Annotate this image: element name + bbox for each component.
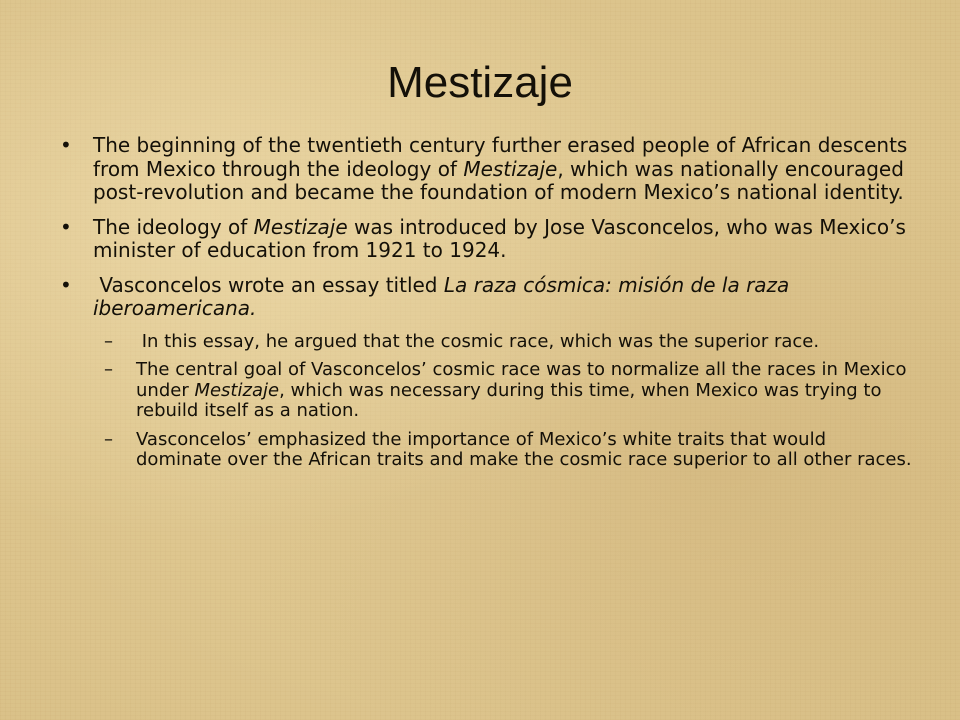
slide-body [56,134,916,479]
bullet-text [93,133,914,204]
text-run: The ideology of [93,214,254,239]
italic-text: Mestizaje [253,214,348,239]
text-run: , which was necessary during this time, when Mexico was trying to rebuild itself as a nation. [136,379,888,421]
text-run: Vasconcelos’ emphasized the importance of Mexico’s white traits that would dominate over the African traits and make the cosmic race superior to all other races. [136,428,912,470]
slide-title: Mestizaje [387,58,573,107]
bullet-item [56,274,916,321]
bullet-text [93,215,912,263]
text-run: Vasconcelos wrote an essay titled [93,272,444,297]
bullet-dash: – [104,330,113,352]
italic-text: Mestizaje [463,156,558,181]
bullet-dot: • [60,133,72,157]
italic-text: Mestizaje [194,379,280,401]
text-run: The beginning of the twentieth century further erased people of African descents from Mexico through the ideology of [93,133,914,181]
sub-bullet-item [56,360,916,422]
text-run: , which was nationally encouraged post-revolution and became the foundation of modern Mexico’s national identity. [93,156,911,204]
bullet-text [136,331,819,352]
sub-bullet-item [56,332,916,353]
sub-bullet-item [56,430,916,471]
bullet-dash: – [104,359,113,380]
text-run: The central goal of Vasconcelos’ cosmic race was to normalize all the races in Mexico under [136,359,913,401]
bullet-text [136,429,912,471]
bullet-item [56,134,916,205]
text-run: was introduced by Jose Vasconcelos, who was Mexico’s minister of education from 1921 to 1924. [93,214,913,262]
bullet-text [93,273,796,321]
bullet-item [56,216,916,263]
bullet-dot: • [60,272,72,297]
text-run: In this essay, he argued that the cosmic race, which was the superior race. [136,330,820,352]
italic-text: La raza cósmica: misión de la raza iberoamericana. [93,272,796,320]
bullet-dash: – [104,428,113,450]
bullet-dot: • [60,214,72,239]
bullet-text [136,359,912,421]
